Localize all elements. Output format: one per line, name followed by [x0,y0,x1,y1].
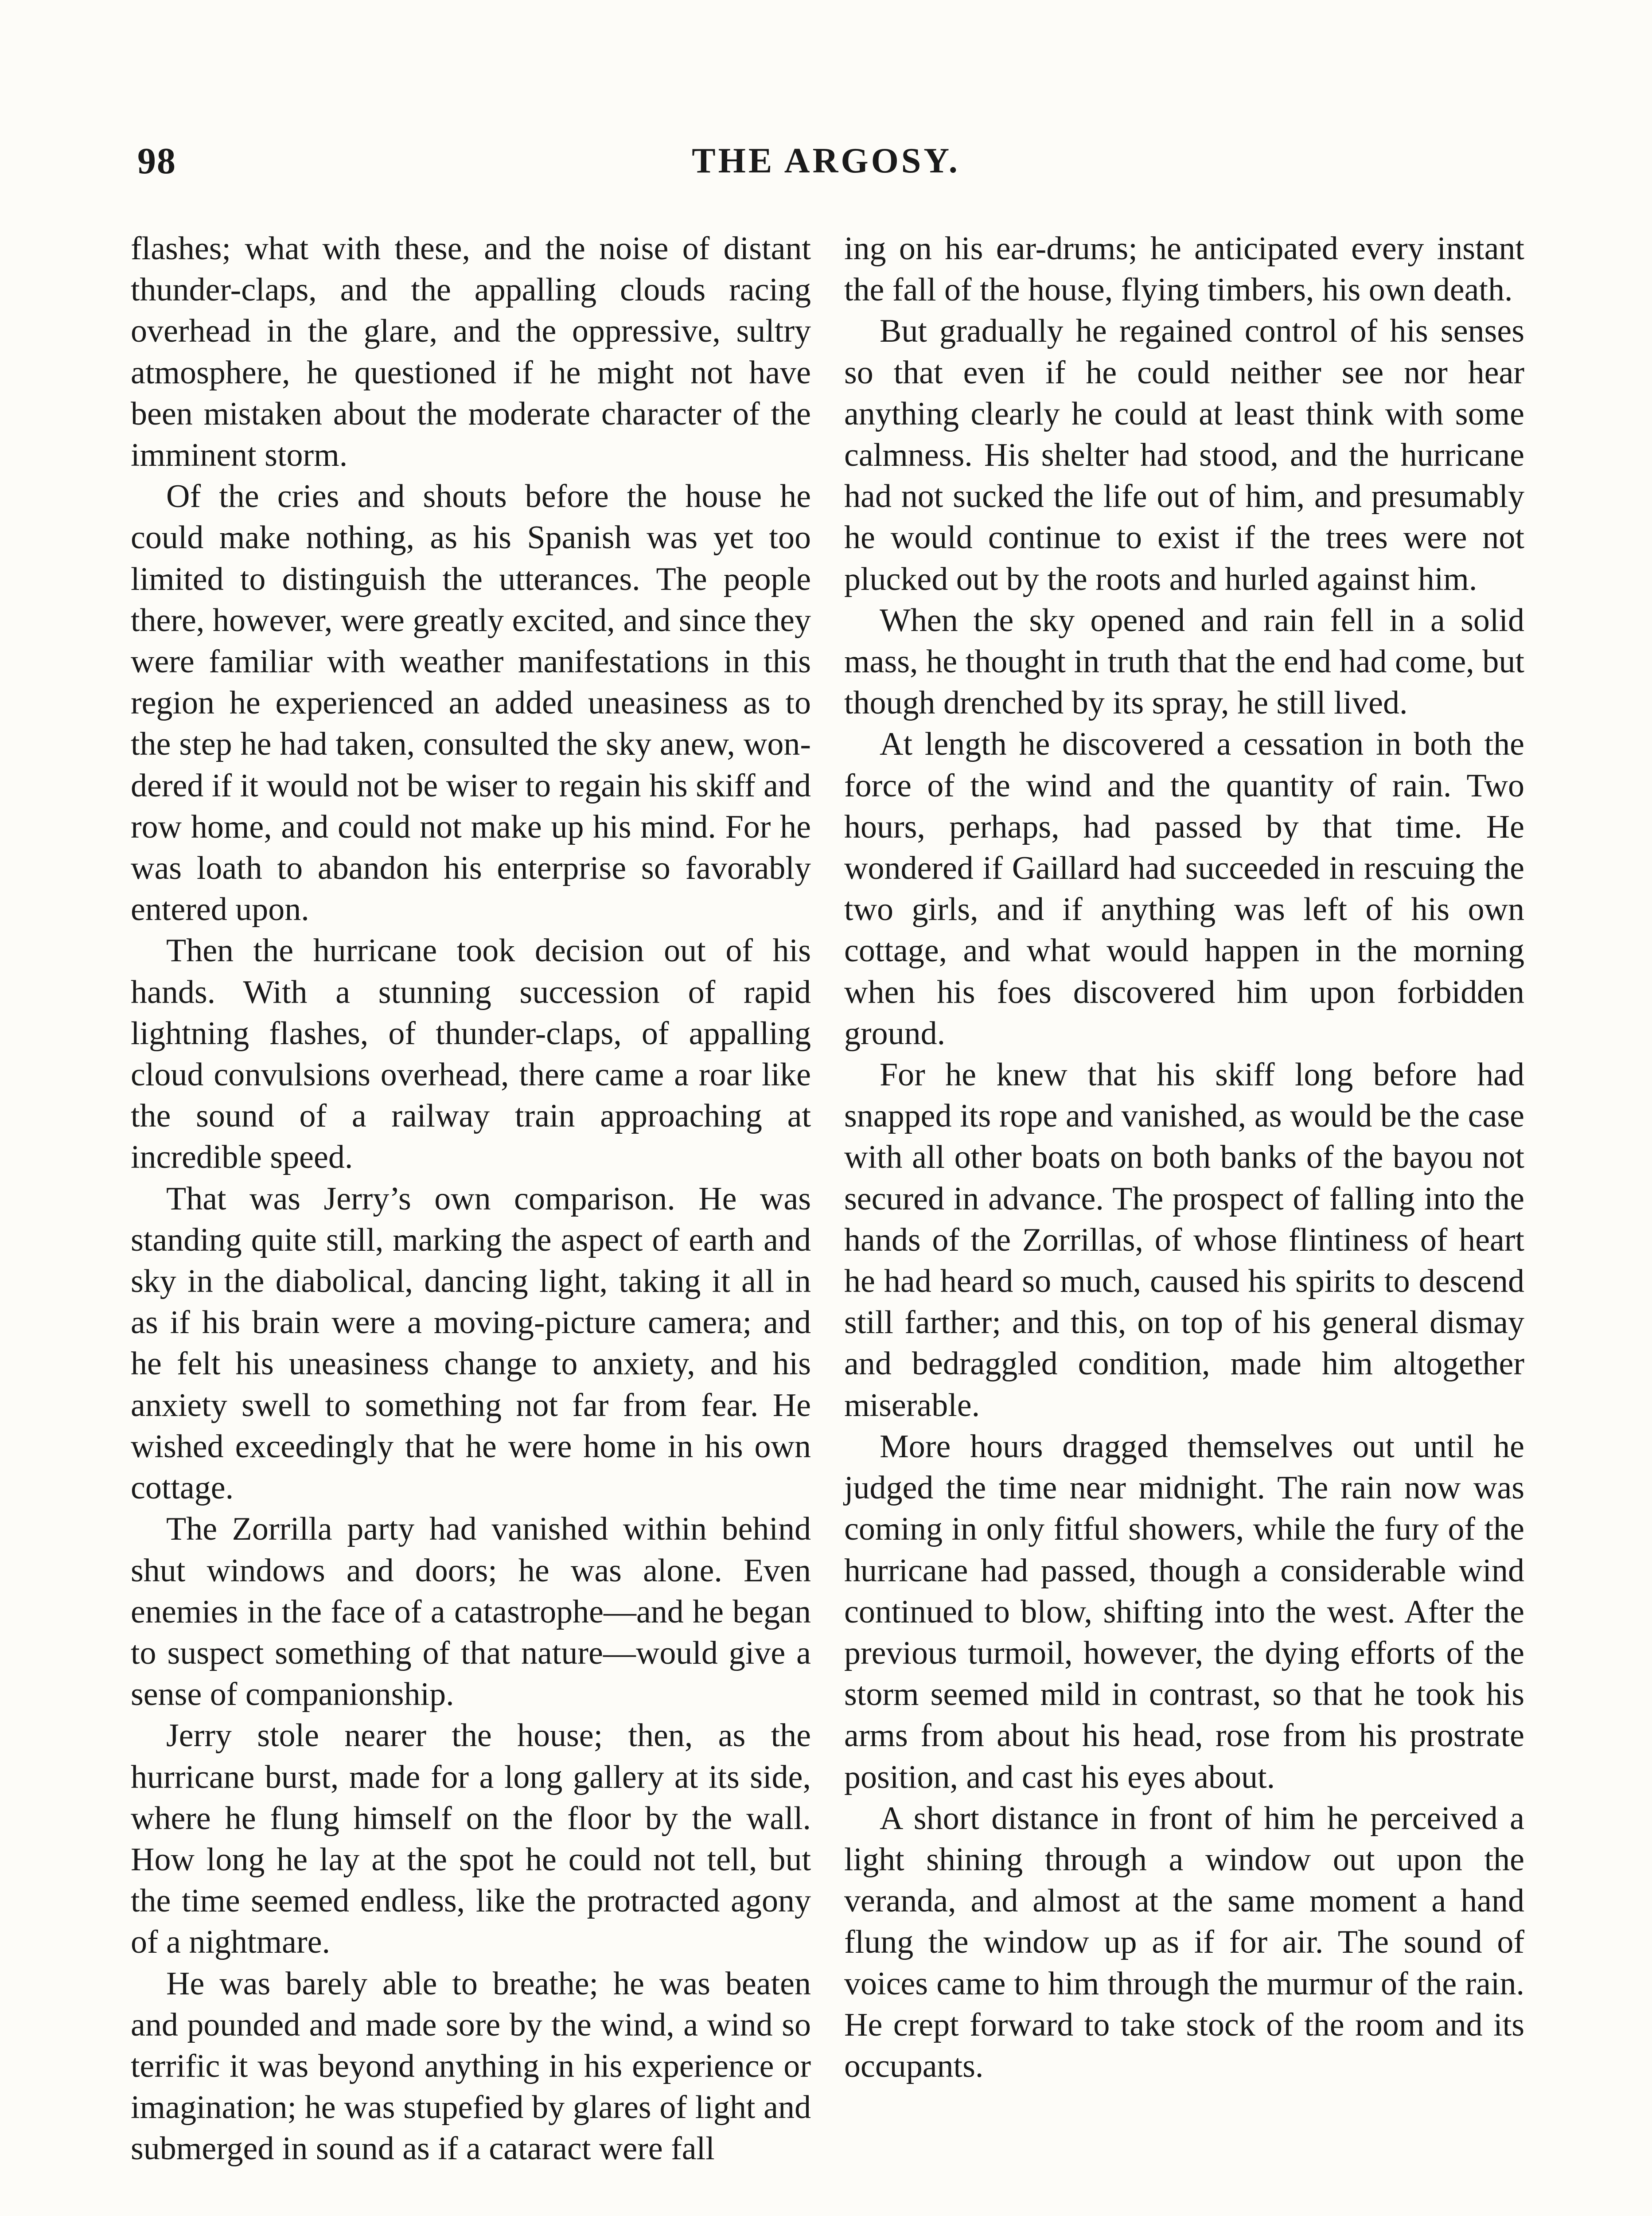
left-column [131,228,811,2170]
right-column [844,228,1524,2087]
paragraph: But gradually he regained control of his senses so that even if he could neither see nor hear anything clearly he could at least think with some calmness. His shelter had stood, and the hurricane had not sucked the life out of him, and presumably he would continue to exist if the trees were not plucked out by the roots and hurled against him. [844,313,1524,597]
paragraph: Jerry stole nearer the house; then, as the hurricane burst, made for a long gallery at its side, where he flung himself on the floor by the wall. How long he lay at the spot he could not tell, but the time seemed endless, like the protracted agony of a nightmare. [131,1717,811,1961]
paragraph: The Zorrilla party had vanished within behind shut windows and doors; he was alone. Even enemies in the face of a catastrophe—and he began to suspect something of that nature—would give a sense of companionship. [131,1511,811,1713]
paragraph: flashes; what with these, and the noise of distant thunder-claps, and the appalling clouds racing overhead in the glare, and the oppressive, sultry atmosphere, he questioned if he might not have been mistaken about the moderate character of the imminent storm. [131,230,811,474]
paragraph: A short distance in front of him he perceived a light shining through a window out upon the veranda, and almost at the same moment a hand flung the window up as if for air. The sound of voices came to him through the murmur of the rain. He crept forward to take stock of the room and its occupants. [844,1800,1524,2084]
paragraph: ing on his ear-drums; he anticipated every instant the fall of the house, flying timbers, his own death. [844,230,1524,308]
paragraph: Of the cries and shouts before the house he could make nothing, as his Spanish was yet too limited to distinguish the utterances. The people there, however, were greatly excited, and since they were familiar with weather manifestations in this region he experienced an added uneasiness as to the step he had taken, consulted the sky anew, wondered if it would not be wiser to regain his skiff and row home, and could not make up his mind. For he was loath to abandon his enterprise so favorably entered upon. [131,478,811,928]
paragraph: When the sky opened and rain fell in a solid mass, he thought in truth that the end had come, but though drenched by its spray, he still lived. [844,602,1524,722]
paragraph: He was barely able to breathe; he was beaten and pounded and made sore by the wind, a wind so terrific it was beyond anything in his experience or imagination; he was stupefied by glares of light and submerged in sound as if a cataract were fall [131,1965,811,2167]
paragraph: That was Jerry’s own comparison. He was standing quite still, marking the aspect of earth and sky in the diabolical, dancing light, taking it all in as if his brain were a moving-picture camera; and he felt his uneasiness change to anxiety, and his anxiety swell to something not far from fear. He wished exceedingly that he were home in his own cottage. [131,1180,811,1506]
paragraph: For he knew that his skiff long before had snapped its rope and vanished, as would be the case with all other boats on both banks of the bayou not secured in advance. The prospect of falling into the hands of the Zorrillas, of whose flintiness of heart he had heard so much, caused his spirits to descend still farther; and this, on top of his general dismay and bedraggled condition, made him altogether miserable. [844,1057,1524,1424]
paragraph: More hours dragged themselves out until he judged the time near midnight. The rain now was coming in only fitful showers, while the fury of the hurricane had passed, though a considerable wind continued to blow, shifting into the west. After the previous turmoil, however, the dying efforts of the storm seemed mild in contrast, so that he took his arms from about his head, rose from his prostrate position, and cast his eyes about. [844,1428,1524,1795]
paragraph: Then the hurricane took decision out of his hands. With a stunning succession of rapid lightning flashes, of thunder-claps, of appalling cloud convulsions overhead, there came a roar like the sound of a railway train approaching at incredible speed. [131,932,811,1176]
paragraph: At length he discovered a cessation in both the force of the wind and the quantity of rain. Two hours, perhaps, had passed by that time. He wondered if Gaillard had succeeded in rescuing the two girls, and if anything was left of his own cottage, and what would happen in the morning when his foes discovered him upon forbidden ground. [844,726,1524,1052]
page-number: 98 [137,140,176,182]
page-header [0,0,1652,208]
running-title: THE ARGOSY. [692,141,960,180]
